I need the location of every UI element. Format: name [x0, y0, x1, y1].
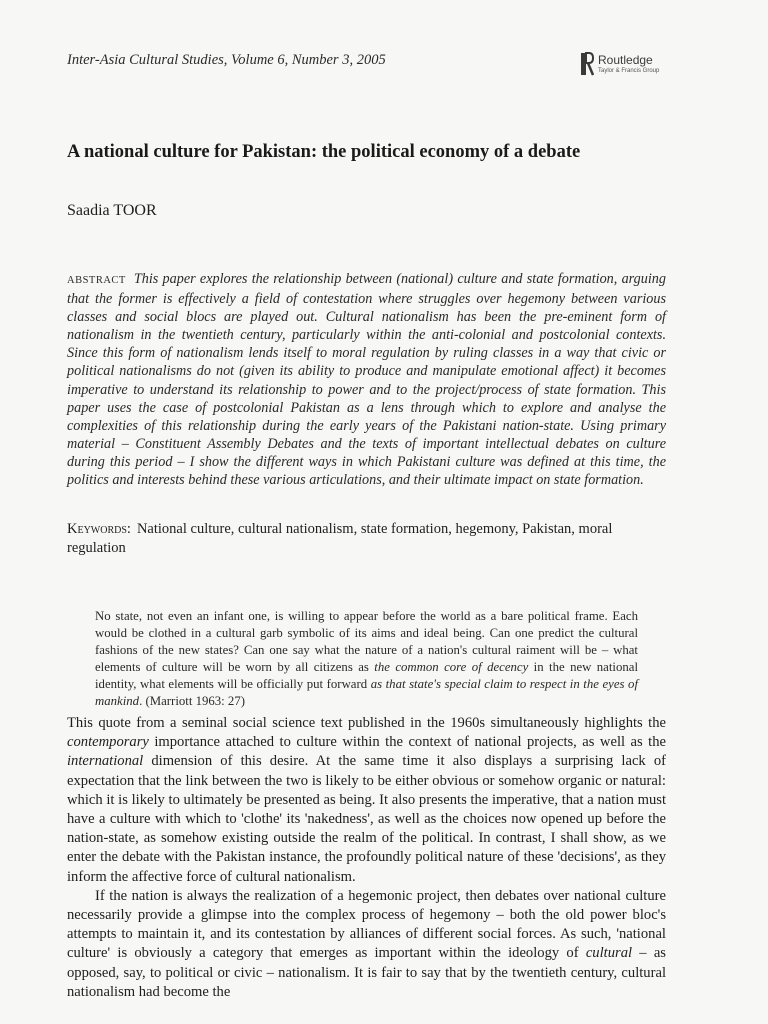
paragraph: [67, 887, 666, 1002]
routledge-logo-icon: [580, 52, 594, 76]
paragraph-emphasis: international: [67, 753, 144, 770]
quote-text: No state, not even an infant one, is willing to appear before the world as a bare political frame. Each would be clothed in a cultural garb symbolic of its aims and ideal being. Can one predict the cultural fashions of the new states? Can one say what the nature of a nation's cultural raiment will be – what elements of culture will be worn by all citizens as: [95, 609, 638, 674]
journal-citation: Inter-Asia Cultural Studies, Volume 6, Number 3, 2005: [67, 52, 386, 68]
keywords-label: Keywords:: [67, 521, 131, 537]
paragraph-text: This quote from a seminal social science text published in the 1960s simultaneously highlights the: [67, 715, 666, 731]
paragraph: [67, 714, 666, 887]
keywords: [67, 520, 666, 558]
paragraph-text: importance attached to culture within the context of national projects, as well as the: [148, 734, 666, 751]
keywords-text: National culture, cultural nationalism, state formation, hegemony, Pakistan, moral regulation: [67, 521, 613, 556]
publisher-subtitle: Taylor & Francis Group: [598, 68, 660, 74]
article-title: A national culture for Pakistan: the political economy of a debate: [67, 142, 581, 162]
abstract: [67, 270, 666, 489]
quote-citation: . (Marriott 1963: 27): [139, 694, 245, 708]
abstract-text: This paper explores the relationship between (national) culture and state formation, arguing that the former is effectively a field of contestation where struggles over hegemony between various classes and social blocs are played out. Cultural nationalism has been the pre-eminent form of nationalism in the twentieth century, particularly within the anti-colonial and postcolonial contexts. Since this form of nationalism lends itself to moral regulation by ruling classes in a way that civic or political nationalisms do not (given its ability to produce and manipulate emotional affect) it becomes imperative to understand its relationship to power and to the project/process of state formation. This paper uses the case of postcolonial Pakistan as a lens through which to explore and analyse the complexities of this relationship during the early years of the Pakistani nation-state. Using primary material – Constituent Assembly Debates and the texts of important intellectual debates on culture during this period – I show the different ways in which Pakistani culture was defined at this time, the politics and interests behind these various articulations, and their ultimate impact on state formation.: [67, 271, 666, 489]
quote-text: in the new national identity, what elements will be officially put forward: [95, 660, 639, 691]
quote-emphasis: the common core of decency: [374, 660, 529, 674]
paragraph-emphasis: contemporary: [67, 734, 149, 751]
paragraph-text: dimension of this desire. At the same time it also displays a surprising lack of expectation that the link between the two is likely to be either obvious or somehow organic or natural: which it is likely to ultimately be presented as being. It also presents the imperative, that a nation must have a culture with which to 'clothe' its 'nakedness', as well as the choices now opened up before the nation-state, as somehow existing outside the realm of the political. In contrast, I shall show, as we enter the debate with the Pakistan instance, the profoundly political nature of these 'decisions', as they inform the affective force of cultural nationalism.: [67, 753, 666, 885]
abstract-label: ABSTRACT: [67, 275, 126, 286]
paragraph-text: – as opposed, say, to political or civic – nationalism. It is fair to say that by the twentieth century, cultural nationalism had become the: [67, 945, 666, 1000]
epigraph-quote: [95, 608, 638, 710]
quote-emphasis: as that state's special claim to respect in the eyes of mankind: [95, 677, 638, 708]
author-name: Saadia TOOR: [67, 202, 157, 219]
publisher-logo: [580, 52, 659, 76]
body-text: [67, 714, 666, 1002]
paragraph-text: If the nation is always the realization of a hegemonic project, then debates over national culture necessarily provide a glimpse into the complex process of hegemony – both the old power bloc's attempts to maintain it, and its contestation by alliances of different social forces. As such, 'national culture' is obviously a category that emerges as important within the ideology of: [67, 887, 666, 962]
paragraph-emphasis: cultural: [585, 945, 633, 962]
publisher-name: Routledge: [598, 53, 653, 67]
